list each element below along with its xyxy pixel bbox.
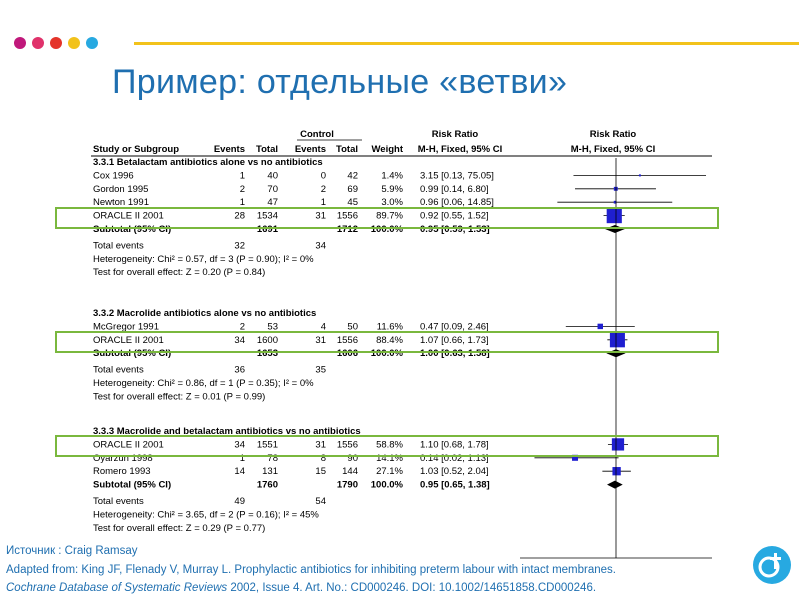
weight: 11.6% bbox=[376, 321, 403, 333]
overall-effect: Test for overall effect: Z = 0.29 (P = 0.77) bbox=[93, 522, 266, 534]
events-control: 31 bbox=[315, 439, 326, 451]
total-treatment: 40 bbox=[267, 170, 278, 182]
adapted-line: Adapted from: King JF, Flenady V, Murray L. Prophylactic antibiotics for inhibiting preterm labour with intact membranes. bbox=[6, 564, 616, 576]
highlight-box bbox=[55, 207, 719, 229]
heterogeneity: Heterogeneity: Chi² = 0.57, df = 3 (P = 0.90); I² = 0% bbox=[93, 253, 314, 265]
total-control: 1556 bbox=[336, 210, 358, 222]
risk-ratio-ci: 1.07 [0.66, 1.73] bbox=[420, 334, 489, 346]
subtotal-label: Subtotal (95% CI) bbox=[93, 479, 172, 491]
source-line: Источник : Craig Ramsay bbox=[6, 545, 138, 557]
total-control: 69 bbox=[347, 183, 358, 195]
total-events-treatment: 32 bbox=[234, 240, 245, 252]
study-name: ORACLE II 2001 bbox=[93, 210, 164, 222]
subtotal-weight: 100.0% bbox=[370, 479, 403, 491]
subtotal-diamond bbox=[607, 481, 623, 489]
column-header: Total bbox=[336, 144, 358, 155]
events-control: 0 bbox=[320, 170, 326, 182]
heterogeneity: Heterogeneity: Chi² = 3.65, df = 2 (P = 0.16); I² = 45% bbox=[93, 509, 319, 521]
total-control: 144 bbox=[342, 466, 358, 478]
subtotal-ci: 0.95 [0.59, 1.53] bbox=[420, 224, 490, 235]
column-header: M-H, Fixed, 95% CI bbox=[417, 144, 503, 155]
weight: 3.0% bbox=[381, 197, 403, 209]
events-treatment: 1 bbox=[239, 197, 245, 209]
total-treatment: 78 bbox=[267, 452, 278, 464]
header-risk-ratio: Risk Ratio bbox=[431, 129, 479, 140]
column-header: Events bbox=[213, 144, 245, 155]
events-control: 31 bbox=[315, 334, 326, 346]
total-control: 50 bbox=[347, 321, 358, 333]
header-control: Control bbox=[300, 129, 334, 140]
events-treatment: 28 bbox=[234, 210, 245, 222]
subtotal-total-control: 1712 bbox=[336, 224, 358, 235]
citation-line bbox=[6, 582, 596, 594]
subtotal-ci: 0.95 [0.65, 1.38] bbox=[420, 479, 490, 491]
header-risk-ratio-plot: Risk Ratio bbox=[589, 129, 637, 140]
subtotal-total-treatment: 1691 bbox=[256, 224, 278, 235]
subtotal-total-treatment: 1760 bbox=[256, 479, 278, 491]
weight: 14.1% bbox=[376, 452, 403, 464]
weight: 58.8% bbox=[376, 439, 403, 451]
events-control: 4 bbox=[320, 321, 326, 333]
risk-ratio-ci: 1.03 [0.52, 2.04] bbox=[420, 466, 489, 478]
events-treatment: 2 bbox=[239, 183, 245, 195]
column-header: Total bbox=[256, 144, 278, 155]
journal-name: Cochrane Database of Systematic Reviews bbox=[6, 582, 228, 594]
subtotal-ci: 1.00 [0.63, 1.58] bbox=[420, 348, 490, 360]
events-control: 31 bbox=[315, 210, 326, 222]
study-name: Cox 1996 bbox=[93, 170, 134, 182]
risk-ratio-ci: 3.15 [0.13, 75.05] bbox=[420, 170, 494, 182]
events-treatment: 34 bbox=[234, 439, 245, 451]
total-events-label: Total events bbox=[93, 496, 144, 507]
highlight-box bbox=[55, 435, 719, 457]
events-control: 1 bbox=[320, 197, 326, 209]
study-name: McGregor 1991 bbox=[93, 321, 160, 333]
subtotal-weight: 100.0% bbox=[370, 348, 403, 360]
weight: 5.9% bbox=[381, 183, 403, 195]
risk-ratio-ci: 0.99 [0.14, 6.80] bbox=[420, 183, 489, 195]
events-treatment: 2 bbox=[239, 321, 245, 333]
subtotal-label: Subtotal (95% CI) bbox=[93, 348, 172, 360]
overall-effect: Test for overall effect: Z = 0.20 (P = 0.84) bbox=[93, 267, 266, 279]
total-events-control: 35 bbox=[315, 364, 326, 376]
events-treatment: 34 bbox=[234, 334, 245, 346]
study-name: Newton 1991 bbox=[93, 197, 149, 209]
effect-square bbox=[598, 324, 603, 329]
total-events-treatment: 49 bbox=[234, 496, 245, 507]
heterogeneity: Heterogeneity: Chi² = 0.86, df = 1 (P = 0.35); I² = 0% bbox=[93, 378, 314, 389]
total-control: 90 bbox=[347, 452, 358, 464]
effect-square bbox=[612, 467, 620, 475]
citation-rest: 2002, Issue 4. Art. No.: CD000246. DOI: 10.1002/14651858.CD000246. bbox=[227, 582, 597, 594]
highlight-box bbox=[55, 331, 719, 353]
study-name: ORACLE II 2001 bbox=[93, 334, 164, 346]
weight: 89.7% bbox=[376, 210, 403, 222]
effect-square bbox=[639, 174, 641, 176]
risk-ratio-ci: 0.96 [0.06, 14.85] bbox=[420, 197, 494, 209]
subtotal-total-treatment: 1653 bbox=[256, 348, 278, 360]
total-events-label: Total events bbox=[93, 364, 144, 376]
risk-ratio-ci: 0.92 [0.55, 1.52] bbox=[420, 210, 489, 222]
weight: 88.4% bbox=[376, 334, 403, 346]
total-treatment: 1600 bbox=[256, 334, 278, 346]
total-events-label: Total events bbox=[93, 240, 144, 252]
total-events-control: 34 bbox=[315, 240, 326, 252]
risk-ratio-ci: 0.14 [0.02, 1.13] bbox=[420, 452, 489, 464]
study-name: Oyarzun 1998 bbox=[93, 452, 153, 464]
total-control: 42 bbox=[347, 170, 358, 182]
logo-icon bbox=[752, 545, 792, 585]
column-header: Study or Subgroup bbox=[93, 144, 180, 155]
total-control: 45 bbox=[347, 197, 358, 209]
study-name: Gordon 1995 bbox=[93, 183, 149, 195]
study-name: Romero 1993 bbox=[93, 466, 151, 478]
weight: 27.1% bbox=[376, 466, 403, 478]
slide-title: Пример: отдельные «ветви» bbox=[112, 63, 568, 101]
column-header: M-H, Fixed, 95% CI bbox=[570, 144, 656, 155]
total-treatment: 47 bbox=[267, 197, 278, 209]
risk-ratio-ci: 1.10 [0.68, 1.78] bbox=[420, 439, 489, 451]
weight: 1.4% bbox=[381, 170, 403, 182]
subtotal-total-control: 1790 bbox=[336, 479, 358, 491]
group-title: 3.3.1 Betalactam antibiotics alone vs no antibiotics bbox=[93, 157, 323, 168]
subtotal-total-control: 1606 bbox=[336, 348, 358, 360]
total-control: 1556 bbox=[336, 439, 358, 451]
group-title: 3.3.2 Macrolide antibiotics alone vs no antibiotics bbox=[93, 308, 317, 319]
total-treatment: 1534 bbox=[256, 210, 278, 222]
events-control: 8 bbox=[320, 452, 326, 464]
subtotal-weight: 100.0% bbox=[370, 224, 403, 235]
events-treatment: 1 bbox=[239, 170, 245, 182]
column-header: Weight bbox=[371, 144, 403, 155]
group-title: 3.3.3 Macrolide and betalactam antibiotics vs no antibiotics bbox=[93, 426, 361, 437]
events-treatment: 1 bbox=[239, 452, 245, 464]
events-treatment: 14 bbox=[234, 466, 245, 478]
total-treatment: 53 bbox=[267, 321, 278, 333]
total-events-treatment: 36 bbox=[234, 364, 245, 376]
column-header: Events bbox=[294, 144, 326, 155]
risk-ratio-ci: 0.47 [0.09, 2.46] bbox=[420, 321, 489, 333]
total-treatment: 70 bbox=[267, 183, 278, 195]
overall-effect: Test for overall effect: Z = 0.01 (P = 0.99) bbox=[93, 391, 266, 403]
total-control: 1556 bbox=[336, 334, 358, 346]
total-events-control: 54 bbox=[315, 496, 326, 507]
subtotal-label: Subtotal (95% CI) bbox=[93, 224, 172, 235]
events-control: 2 bbox=[320, 183, 326, 195]
study-name: ORACLE II 2001 bbox=[93, 439, 164, 451]
total-treatment: 131 bbox=[262, 466, 278, 478]
events-control: 15 bbox=[315, 466, 326, 478]
total-treatment: 1551 bbox=[256, 439, 278, 451]
